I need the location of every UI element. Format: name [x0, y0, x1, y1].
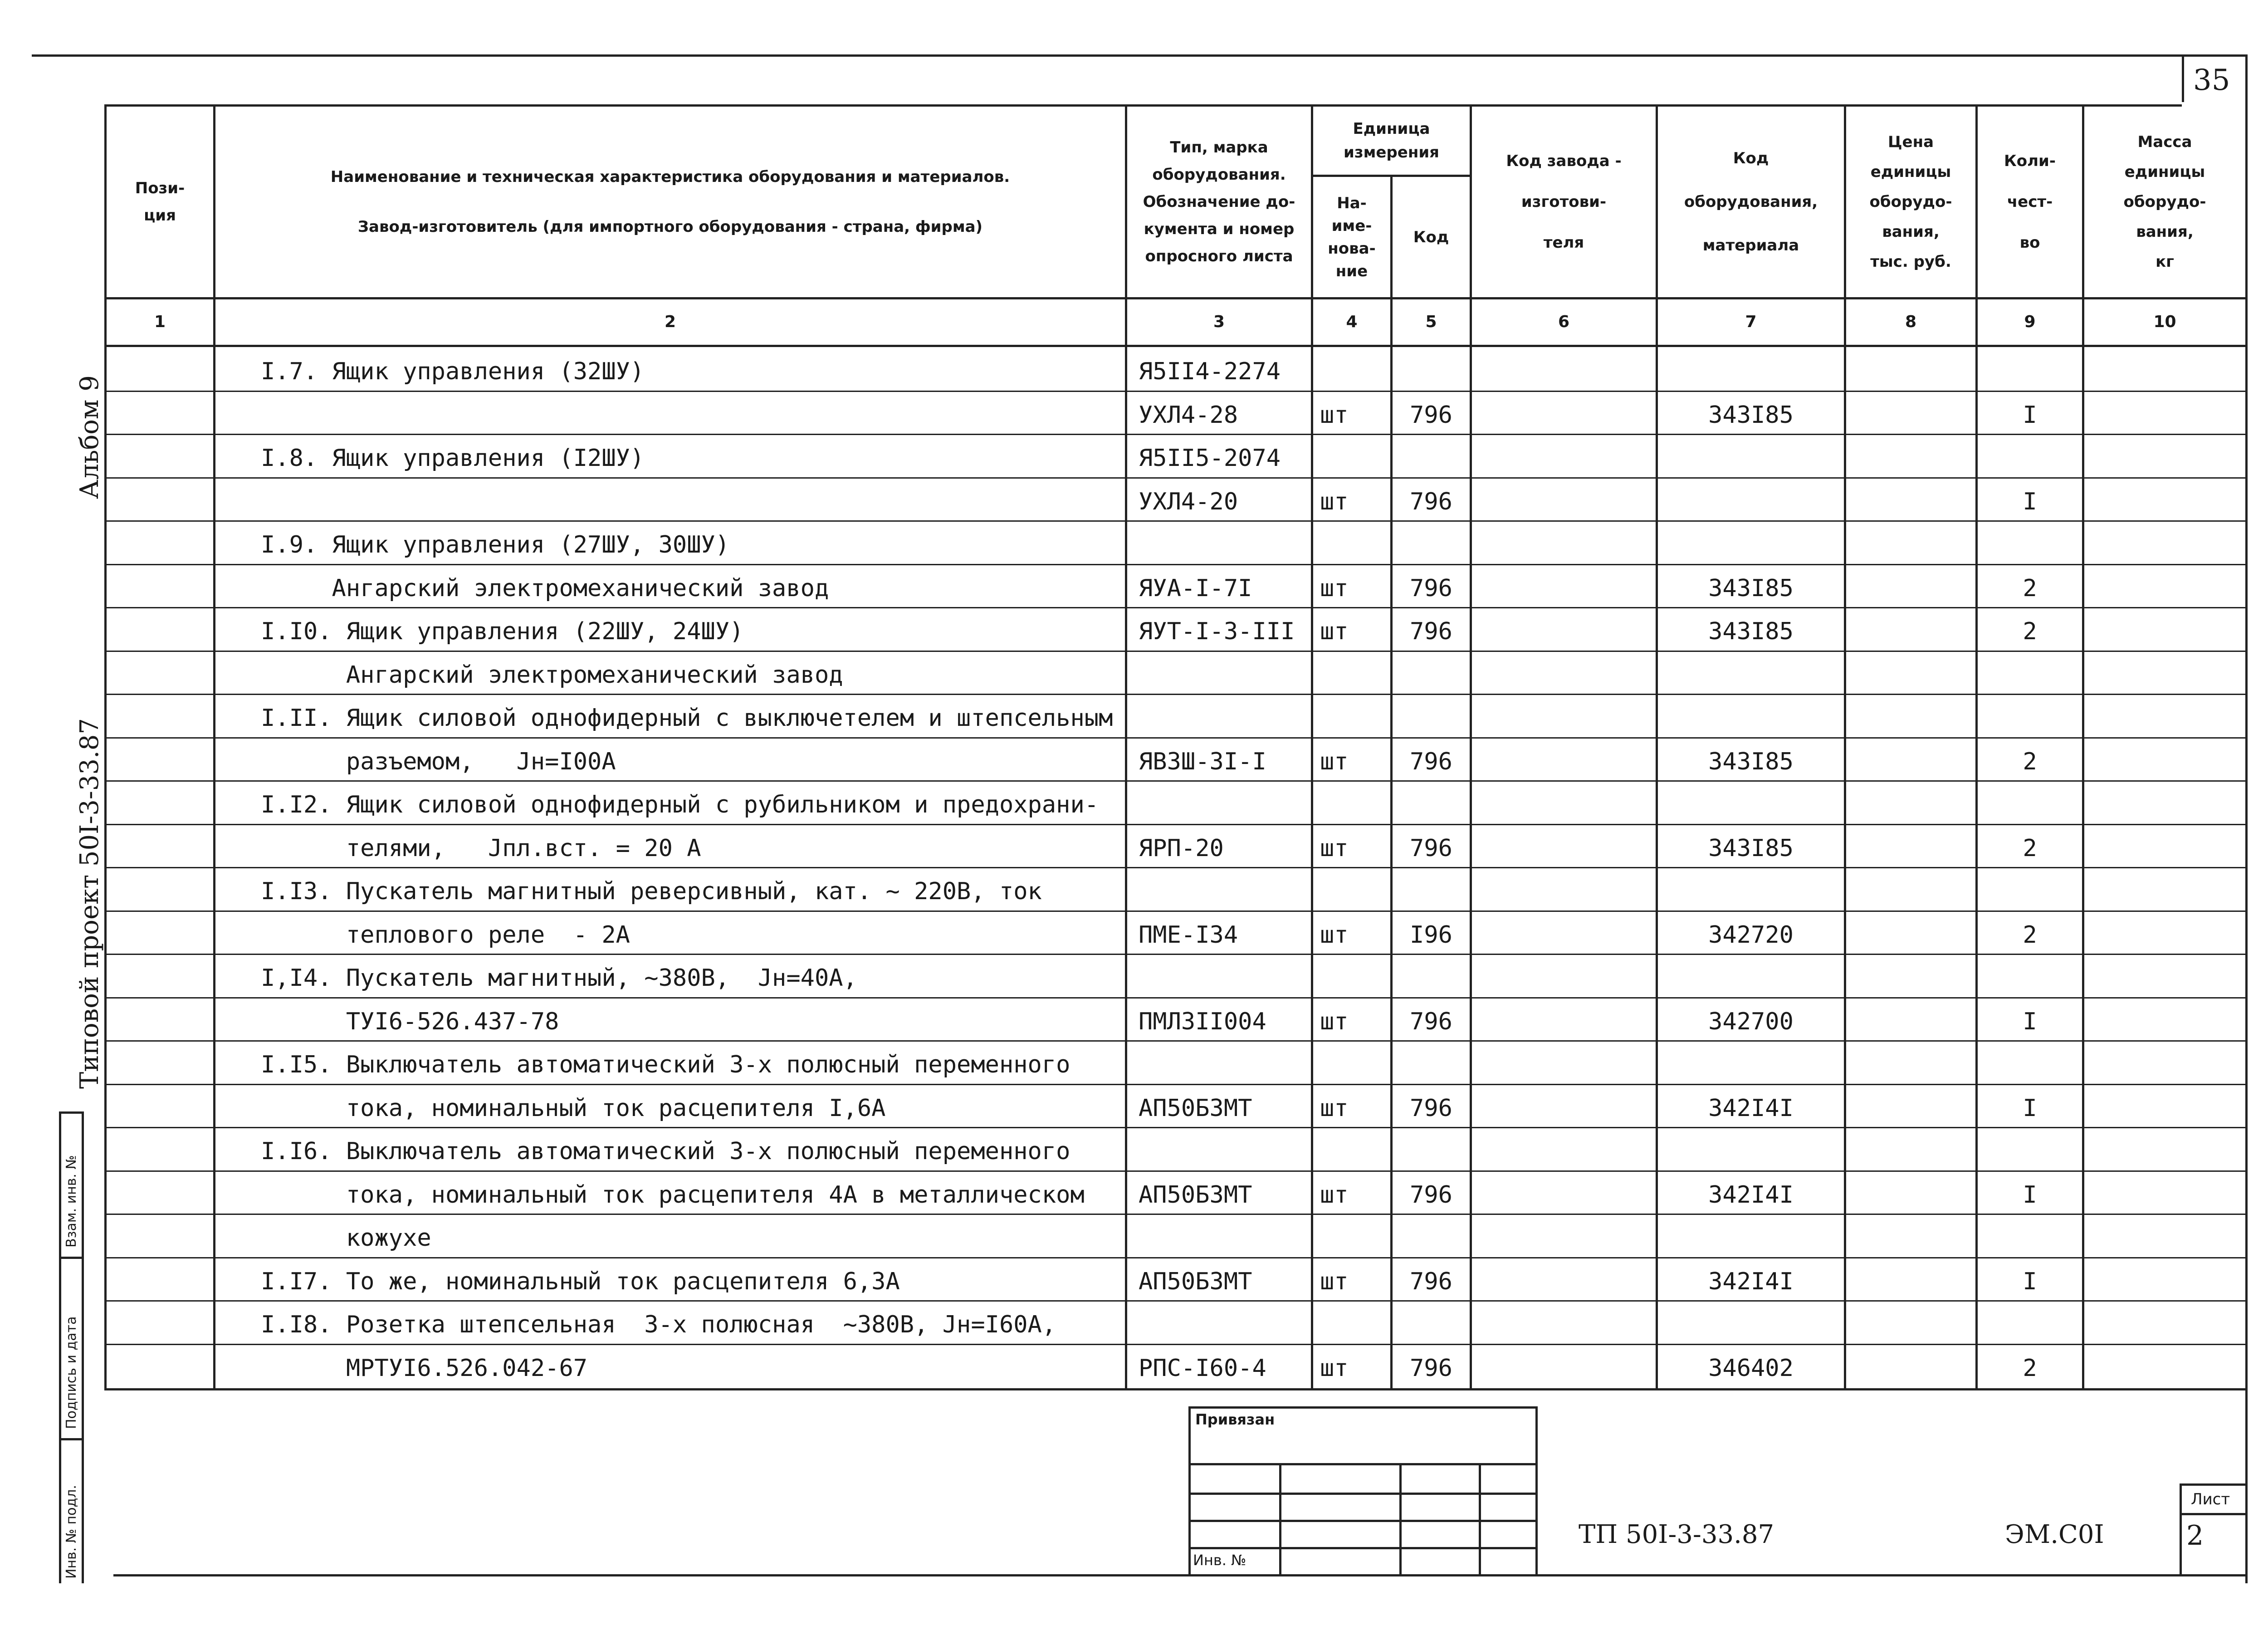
- header-unit-group: Единица измерения: [1344, 120, 1439, 162]
- side-album: Альбом 9: [75, 375, 104, 499]
- stamp-row-3: [1188, 1520, 1538, 1522]
- col-number-7: 7: [1745, 313, 1757, 331]
- row-name: теплового реле - 2А: [261, 921, 630, 949]
- row-name: I.I7. То же, номинальный ток расцепителя 6,3А: [261, 1268, 900, 1295]
- row-name: I.II. Ящик силовой однофидерный с выключетелем и штепсельным: [261, 705, 1113, 732]
- row-equip: 342I4I: [1708, 1268, 1794, 1295]
- row-type: ПМЛЗII004: [1139, 1008, 1266, 1035]
- row-divider: [104, 867, 2245, 868]
- row-unit: шт: [1320, 834, 1349, 862]
- row-divider: [104, 477, 2245, 479]
- stamp-mark: ЭМ.С0I: [2005, 1520, 2104, 1549]
- row-divider: [104, 824, 2245, 825]
- row-type: УХЛ4-28: [1139, 401, 1238, 429]
- row-type: ЯУА-I-7I: [1139, 574, 1252, 602]
- right-border-line: [2245, 54, 2248, 1583]
- row-code: 796: [1410, 618, 1452, 645]
- row-qty: I: [2023, 1094, 2037, 1122]
- col-sep-4: [1390, 177, 1393, 1388]
- row-equip: 343I85: [1708, 748, 1794, 775]
- row-unit: шт: [1320, 748, 1349, 775]
- row-name: I.I8. Розетка штепсельная 3-х полюсная ~380В, Jн=I60А,: [261, 1311, 1056, 1338]
- stamp-bottom: [113, 1574, 2245, 1576]
- row-unit: шт: [1320, 1008, 1349, 1035]
- side-strip-right: [82, 1111, 84, 1583]
- col-number-2: 2: [664, 313, 676, 331]
- row-code: 796: [1410, 1181, 1452, 1209]
- row-qty: 2: [2023, 748, 2037, 775]
- stamp-col-1: [1279, 1463, 1281, 1574]
- col-number-1: 1: [154, 313, 166, 331]
- row-code: 796: [1410, 1354, 1452, 1382]
- row-equip: 343I85: [1708, 834, 1794, 862]
- row-divider: [104, 1084, 2245, 1085]
- row-name: разъемом, Jн=I00А: [261, 748, 616, 775]
- row-name: I.9. Ящик управления (27ШУ, 30ШУ): [261, 531, 730, 558]
- row-divider: [104, 1344, 2245, 1345]
- row-type: ЯВЗШ-3I-I: [1139, 748, 1266, 775]
- row-equip: 343I85: [1708, 618, 1794, 645]
- row-equip: 346402: [1708, 1354, 1794, 1382]
- row-divider: [104, 434, 2245, 435]
- row-equip: 343I85: [1708, 574, 1794, 602]
- numbers-bottom-line: [104, 345, 2245, 347]
- row-code: 796: [1410, 574, 1452, 602]
- row-name: I.I5. Выключатель автоматический 3-х полюсный переменного: [261, 1051, 1070, 1078]
- header-position: Пози- ция: [135, 179, 185, 225]
- row-type: АП50Б3МТ: [1139, 1094, 1252, 1122]
- col-number-3: 3: [1213, 313, 1225, 331]
- row-qty: 2: [2023, 1354, 2037, 1382]
- col-number-4: 4: [1346, 313, 1358, 331]
- sheet-box-left: [2180, 1483, 2182, 1574]
- row-divider: [104, 1127, 2245, 1128]
- side-podpis: Подпись и дата: [64, 1316, 79, 1429]
- row-divider: [104, 997, 2245, 999]
- header-price: Цена единицы оборудо- вания, тыс. руб.: [1869, 133, 1952, 271]
- side-inv-podl: Инв. № подл.: [64, 1485, 79, 1579]
- col-number-8: 8: [1905, 313, 1917, 331]
- stamp-col-3: [1479, 1463, 1481, 1574]
- header-mass: Масса единицы оборудо- вания, кг: [2123, 133, 2206, 271]
- row-code: I96: [1410, 921, 1452, 949]
- header-name: Наименование и техническая характеристика оборудования и материалов. Завод-изготовитель (для импортного оборудования - страна, фирма): [330, 168, 1010, 236]
- stamp-inv-label: Инв. №: [1193, 1552, 1246, 1569]
- header-bottom-line: [104, 297, 2245, 299]
- row-qty: 2: [2023, 574, 2037, 602]
- row-equip: 342I4I: [1708, 1181, 1794, 1209]
- row-divider: [104, 1170, 2245, 1172]
- sheet-corner-number: 35: [2193, 64, 2230, 97]
- table-bottom-line: [104, 1388, 2245, 1390]
- header-maker-code: Код завода - изготови- теля: [1506, 152, 1622, 252]
- row-name: I,I4. Пускатель магнитный, ~380В, Jн=40А,: [261, 964, 857, 992]
- row-divider: [104, 520, 2245, 522]
- stamp-row-2: [1188, 1493, 1538, 1495]
- row-type: ЯУТ-I-3-III: [1139, 618, 1295, 645]
- header-unit-code: Код: [1413, 228, 1449, 246]
- row-type: ЯРП-20: [1139, 834, 1224, 862]
- row-type: Я5II5-2074: [1139, 445, 1281, 472]
- row-divider: [104, 911, 2245, 912]
- stamp-document-code: ТП 50I-3-33.87: [1579, 1520, 1774, 1549]
- col-number-9: 9: [2024, 313, 2036, 331]
- side-strip-div1: [59, 1257, 84, 1259]
- header-type: Тип, марка оборудования. Обозначение до- кумента и номер опросного листа: [1143, 138, 1295, 265]
- row-name: кожухе: [261, 1224, 431, 1252]
- row-divider: [104, 737, 2245, 739]
- row-code: 796: [1410, 1094, 1452, 1122]
- col-number-10: 10: [2153, 313, 2176, 331]
- row-name: I.I2. Ящик силовой однофидерный с рубильником и предохрани-: [261, 791, 1099, 818]
- header-quantity: Коли- чест- во: [2004, 152, 2056, 252]
- sheet-box-top: [2180, 1483, 2245, 1486]
- side-strip-top: [59, 1111, 84, 1114]
- row-unit: шт: [1320, 574, 1349, 602]
- row-unit: шт: [1320, 488, 1349, 515]
- row-code: 796: [1410, 748, 1452, 775]
- row-code: 796: [1410, 401, 1452, 429]
- row-name: МРТУI6.526.042-67: [261, 1354, 588, 1382]
- row-unit: шт: [1320, 921, 1349, 949]
- row-qty: 2: [2023, 834, 2037, 862]
- row-name: I.I3. Пускатель магнитный реверсивный, кат. ~ 220В, ток: [261, 878, 1042, 905]
- row-divider: [104, 1214, 2245, 1215]
- row-name: телями, Jпл.вст. = 20 А: [261, 834, 701, 862]
- row-divider: [104, 607, 2245, 608]
- row-name: I.I6. Выключатель автоматический 3-х полюсный переменного: [261, 1138, 1070, 1165]
- row-equip: 342I4I: [1708, 1094, 1794, 1122]
- row-name: тока, номинальный ток расцепителя 4А в металлическом: [261, 1181, 1085, 1209]
- row-divider: [104, 694, 2245, 695]
- sheet-box-mid: [2180, 1513, 2245, 1515]
- row-code: 796: [1410, 834, 1452, 862]
- row-divider: [104, 391, 2245, 392]
- row-divider: [104, 780, 2245, 782]
- stamp-privyazan-label: Привязан: [1195, 1411, 1275, 1428]
- row-type: РПС-I60-4: [1139, 1354, 1266, 1382]
- row-name: I.8. Ящик управления (I2ШУ): [261, 445, 645, 472]
- row-divider: [104, 651, 2245, 652]
- side-vzam: Взам. инв. №: [64, 1155, 79, 1248]
- stamp-col-2: [1399, 1463, 1402, 1574]
- sheet-label: Лист: [2191, 1490, 2230, 1508]
- row-divider: [104, 564, 2245, 565]
- side-project: Типовой проект 50I-3-33.87: [75, 718, 104, 1089]
- header-unit-name: На- име- нова- ние: [1328, 194, 1376, 280]
- stamp-privyazan-top: [1188, 1406, 1538, 1409]
- row-unit: шт: [1320, 1268, 1349, 1295]
- row-qty: I: [2023, 1268, 2037, 1295]
- row-qty: 2: [2023, 921, 2037, 949]
- row-unit: шт: [1320, 1354, 1349, 1382]
- row-type: Я5II4-2274: [1139, 358, 1281, 385]
- row-type: УХЛ4-20: [1139, 488, 1238, 515]
- row-unit: шт: [1320, 618, 1349, 645]
- stamp-row-1: [1188, 1463, 1538, 1465]
- row-unit: шт: [1320, 1094, 1349, 1122]
- row-unit: шт: [1320, 1181, 1349, 1209]
- header-equipment-code: Код оборудования, материала: [1684, 149, 1818, 255]
- row-equip: 342720: [1708, 921, 1794, 949]
- row-name: тока, номинальный ток расцепителя I,6А: [261, 1094, 886, 1122]
- side-strip-div2: [59, 1438, 84, 1440]
- row-code: 796: [1410, 1008, 1452, 1035]
- top-border-line: [32, 54, 2245, 57]
- row-name: I.I0. Ящик управления (22ШУ, 24ШУ): [261, 618, 744, 645]
- row-name: Ангарский электромеханический завод: [261, 574, 829, 602]
- row-name: Ангарский электромеханический завод: [261, 661, 843, 689]
- side-strip-left: [59, 1111, 61, 1583]
- col-number-6: 6: [1558, 313, 1570, 331]
- row-qty: I: [2023, 1181, 2037, 1209]
- row-qty: 2: [2023, 618, 2037, 645]
- row-divider: [104, 954, 2245, 955]
- row-type: АП50Б3МТ: [1139, 1181, 1252, 1209]
- row-name: ТУI6-526.437-78: [261, 1008, 559, 1035]
- row-code: 796: [1410, 1268, 1452, 1295]
- row-qty: I: [2023, 488, 2037, 515]
- row-qty: I: [2023, 1008, 2037, 1035]
- row-type: ПМЕ-I34: [1139, 921, 1238, 949]
- corner-box-left: [2182, 54, 2184, 102]
- row-equip: 342700: [1708, 1008, 1794, 1035]
- stamp-row-4: [1188, 1547, 1538, 1549]
- row-divider: [104, 1300, 2245, 1302]
- row-code: 796: [1410, 488, 1452, 515]
- row-name: I.7. Ящик управления (32ШУ): [261, 358, 645, 385]
- row-unit: шт: [1320, 401, 1349, 429]
- row-qty: I: [2023, 401, 2037, 429]
- sheet-number: 2: [2186, 1520, 2204, 1552]
- row-divider: [104, 1257, 2245, 1258]
- row-type: АП50Б3МТ: [1139, 1268, 1252, 1295]
- row-divider: [104, 1040, 2245, 1042]
- row-equip: 343I85: [1708, 401, 1794, 429]
- col-number-5: 5: [1425, 313, 1437, 331]
